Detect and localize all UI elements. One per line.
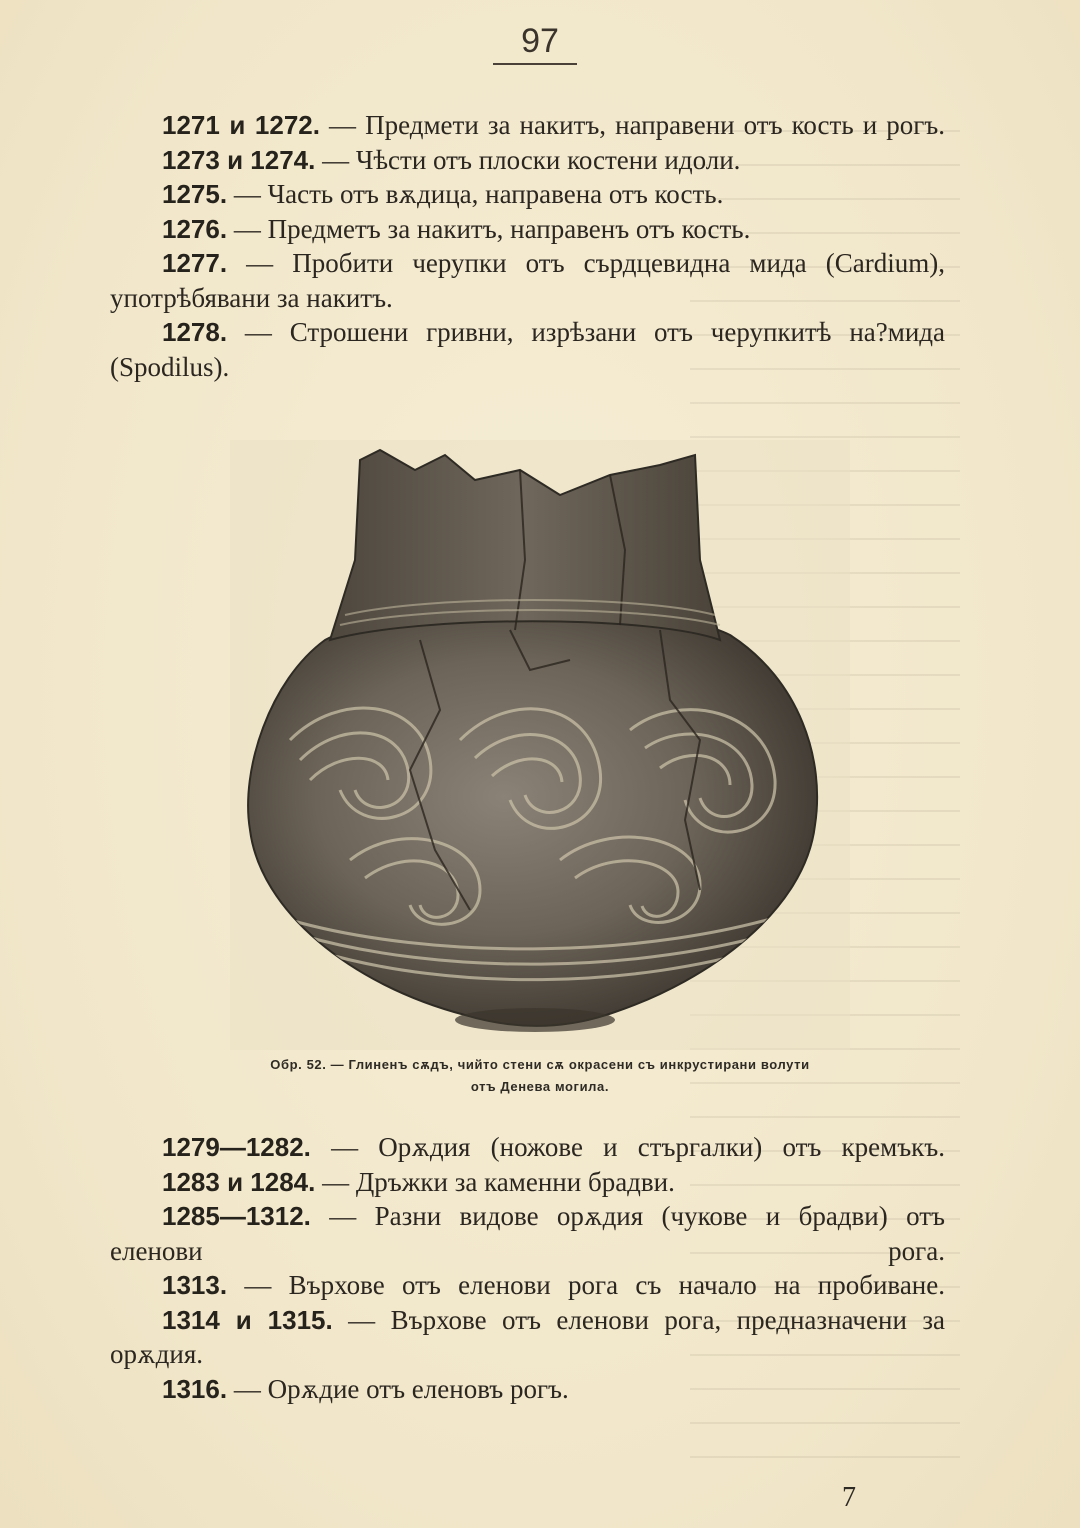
entry-number: 1283 и 1284. bbox=[162, 1166, 316, 1197]
catalog-entry bbox=[110, 1199, 945, 1268]
caption-line: Обр. 52. — Глиненъ сѫдъ, чийто стени сѫ окрасени съ инкрустирани волути bbox=[270, 1057, 810, 1072]
entry-number: 1278. bbox=[162, 317, 228, 347]
entry-number: 1285—1312. bbox=[162, 1201, 311, 1231]
catalog-entry bbox=[110, 1130, 945, 1165]
page-number: 97 bbox=[521, 22, 559, 60]
entry-text: — Чѣсти отъ плоски костени идоли. bbox=[315, 144, 741, 175]
catalog-entries-top bbox=[110, 108, 945, 384]
entry-number: 1277. bbox=[162, 248, 228, 278]
entry-text: — Дръжки за каменни брадви. bbox=[315, 1166, 675, 1197]
entry-number: 1273 и 1274. bbox=[162, 144, 316, 175]
entry-number: 1275. bbox=[162, 179, 228, 209]
entry-text: — Предмети за накитъ, направени отъ кость и рогъ. bbox=[319, 110, 945, 140]
entry-text: — Орѫдие отъ еленовъ рогъ. bbox=[227, 1373, 569, 1404]
entry-text: — Разни видове орѫдия (чукове и брадви) отъ еленови рога. bbox=[110, 1201, 945, 1266]
catalog-entry bbox=[110, 212, 945, 247]
entry-number: 1314 и 1315. bbox=[162, 1304, 333, 1335]
figure-caption bbox=[120, 1054, 960, 1098]
signature-mark: 7 bbox=[842, 1482, 856, 1513]
catalog-entry bbox=[110, 315, 945, 384]
catalog-entry bbox=[110, 177, 945, 212]
catalog-entry bbox=[110, 143, 945, 178]
entry-number: 1276. bbox=[162, 213, 228, 244]
entry-text: — Орѫдия (ножове и стъргалки) отъ кремъкъ. bbox=[310, 1132, 945, 1162]
page-number-rule bbox=[493, 63, 577, 65]
entry-number: 1313. bbox=[162, 1270, 228, 1300]
entry-text: — Върхове отъ еленови рога съ начало на пробиване. bbox=[227, 1270, 945, 1300]
pottery-vessel-figure bbox=[230, 440, 850, 1050]
entry-number: 1279—1282. bbox=[162, 1132, 311, 1162]
vessel-base bbox=[455, 1008, 615, 1032]
entry-text: — Върхове отъ еленови рога, предназначени за орѫдия. bbox=[110, 1304, 945, 1369]
catalog-entry bbox=[110, 1372, 945, 1407]
catalog-entry bbox=[110, 1268, 945, 1303]
entry-text: — Предметъ за накитъ, направенъ отъ кость. bbox=[227, 213, 751, 244]
catalog-entry bbox=[110, 108, 945, 143]
catalog-entries-bottom bbox=[110, 1130, 945, 1406]
catalog-entry bbox=[110, 1303, 945, 1372]
entry-number: 1271 и 1272. bbox=[162, 110, 320, 140]
catalog-entry bbox=[110, 246, 945, 315]
entry-number: 1316. bbox=[162, 1373, 228, 1404]
entry-text: — Часть отъ вѫдица, направена отъ кость. bbox=[227, 179, 724, 209]
entry-text: — Пробити черупки отъ сърдцевидна мида (Cardium), употрѣбявани за накитъ. bbox=[110, 248, 945, 313]
caption-line: отъ Денева могила. bbox=[470, 1079, 610, 1094]
catalog-entry bbox=[110, 1165, 945, 1200]
clay-vessel-illustration bbox=[230, 440, 850, 1050]
entry-text: — Строшени гривни, изрѣзани отъ черупкитѣ на?мида (Spodilus). bbox=[110, 317, 945, 382]
